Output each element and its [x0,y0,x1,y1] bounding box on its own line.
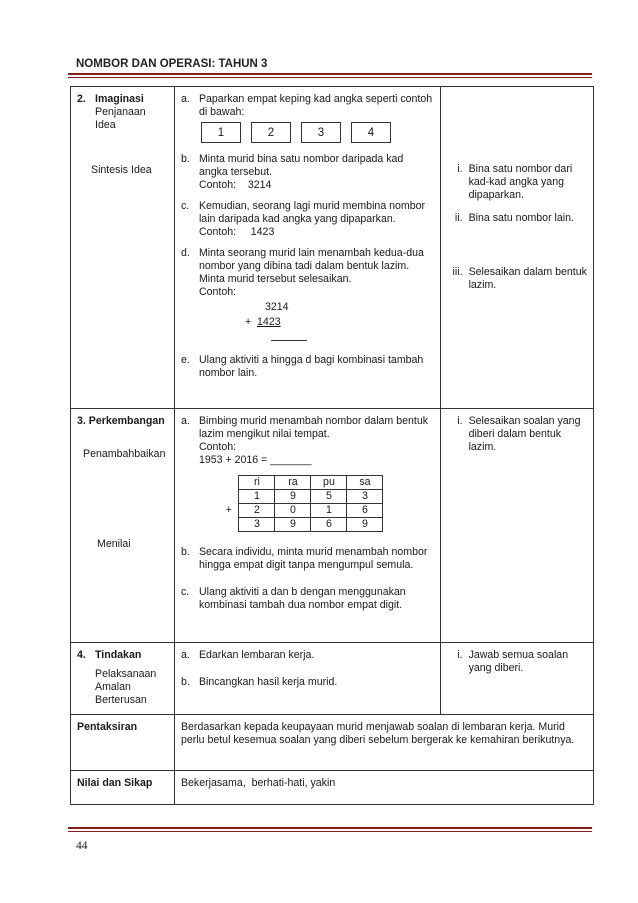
place-value-cell: 5 [311,490,347,504]
activity-item [181,415,434,467]
item-text: Edarkan lembaran kerja. [198,649,315,661]
outcome-cell [440,409,593,643]
step-subtitle: Penjanaan [95,106,146,118]
header-rule [68,73,592,78]
item-text: Bimbing murid menambah nombor dalam bentuk lazim mengikut nilai tempat. [198,415,429,440]
activity-item [181,153,434,192]
item-label: b. [180,153,190,165]
number-cards [201,122,434,143]
example-text: Contoh: 1423 [198,226,275,238]
place-value-cell: 6 [347,504,383,518]
activity-cell [174,643,440,715]
example-text: Contoh: [198,441,237,453]
content-cell [174,771,593,805]
step-subtitle: Penambahbaikan [83,448,166,460]
outcome-item [447,163,587,202]
assessment-text: Berdasarkan kepada keupayaan murid menjawab soalan di lembaran kerja. Murid perlu betul kesemua soalan yang diberi sebelum bergerak ke kemahiran berikutnya. [180,721,575,746]
step-cell [71,409,175,643]
table-row [71,715,594,771]
step-number: 2. [77,93,86,105]
content-cell [174,715,593,771]
example-text: Contoh: 3214 [198,179,272,191]
item-label: c. [180,200,190,212]
number-card: 1 [201,122,241,143]
item-label: b. [180,676,190,688]
row-title: Pentaksiran [77,721,138,733]
page-number: 44 [76,840,88,852]
outcome-cell [440,643,593,715]
activity-cell [174,409,440,643]
item-text: Bincangkan hasil kerja murid. [198,676,338,688]
item-text: Minta seorang murid lain menambah kedua-dua nombor yang dibina tadi dalam bentuk lazim. Minta murid tersebut selesaikan. [198,247,424,285]
step-subtitle: Idea [95,119,116,131]
place-value-table [219,475,384,532]
item-text: Kemudian, seorang lagi murid membina nombor lain daripada kad angka yang dipaparkan. [198,200,426,225]
activity-item [181,546,434,572]
step-title: 3. Perkembangan [77,415,165,427]
place-value-cell: 6 [311,518,347,532]
label-cell [71,715,175,771]
place-value-cell: 9 [275,490,311,504]
place-value-header: ri [239,476,275,490]
item-label: iii. [452,266,463,278]
place-value-cell: 2 [239,504,275,518]
step-subtitle: Sintesis Idea [91,164,152,176]
place-value-cell: 9 [347,518,383,532]
place-value-cell: 1 [239,490,275,504]
place-value-header: sa [347,476,383,490]
item-label: i. [457,649,463,661]
item-text: Selesaikan soalan yang diberi dalam bentuk lazim. [468,415,581,453]
item-label: ii. [454,212,463,224]
sum-number: 3214 [264,301,289,313]
item-label: b. [180,546,190,558]
activity-item [181,93,434,119]
step-subtitle: Menilai [97,538,131,550]
activity-item [181,354,434,380]
sum-answer-line [271,340,307,346]
item-text: Paparkan empat keping kad angka seperti contoh di bawah: [198,93,433,118]
activity-item [181,200,434,239]
item-label: a. [180,93,190,105]
place-value-cell: 3 [239,518,275,532]
item-text: Bina satu nombor dari kad-kad angka yang dipaparkan. [468,163,573,201]
step-subtitle: Berterusan [95,694,147,706]
item-text: Secara individu, minta murid menambah nombor hingga empat digit tanpa mengumpul semula. [198,546,428,571]
sum-addend [199,316,434,329]
footer-rule [68,827,592,832]
activity-item [181,586,434,612]
item-label: i. [457,163,463,175]
equation-text: 1953 + 2016 = _______ [198,454,312,466]
table-row [71,409,594,643]
item-text: Ulang aktiviti a dan b dengan menggunakan kombinasi tambah dua nombor empat digit. [198,586,406,611]
place-value-cell: 3 [347,490,383,504]
step-number: 4. [77,649,86,661]
outcome-item [447,212,587,225]
item-label: c. [180,586,190,598]
table-row [71,87,594,409]
lesson-plan-table [70,86,594,805]
item-label: d. [180,247,190,259]
number-card: 3 [301,122,341,143]
step-subtitle: Amalan [95,681,131,693]
item-label: e. [180,354,190,366]
step-title: Tindakan [95,649,142,661]
table-row [71,643,594,715]
step-cell [71,643,175,715]
item-label: a. [180,415,190,427]
item-text: Ulang aktiviti a hingga d bagi kombinasi tambah nombor lain. [198,354,424,379]
place-value-header: ra [275,476,311,490]
activity-item [181,676,434,689]
sum-number: 1423 [257,316,281,328]
step-title: Imaginasi [95,93,144,105]
activity-cell [174,87,440,409]
outcome-cell [440,87,593,409]
plus-sign: + [244,316,252,328]
activity-item [181,247,434,346]
outcome-item [447,649,587,675]
outcome-item [447,415,587,454]
item-label: a. [180,649,190,661]
activity-item [181,649,434,662]
label-cell [71,771,175,805]
place-value-cell: 1 [311,504,347,518]
item-label: i. [457,415,463,427]
item-text: Minta murid bina satu nombor daripada kad angka tersebut. [198,153,404,178]
number-card: 4 [351,122,391,143]
place-value-cell: 9 [275,518,311,532]
number-card: 2 [251,122,291,143]
place-value-header: pu [311,476,347,490]
outcome-item [447,266,587,292]
item-text: Jawab semua soalan yang diberi. [468,649,569,674]
step-subtitle: Pelaksanaan [95,668,157,680]
place-value-cell: 0 [275,504,311,518]
step-cell [71,87,175,409]
row-title: Nilai dan Sikap [77,777,153,789]
values-text: Bekerjasama, berhati-hati, yakin [180,777,336,789]
item-text: Selesaikan dalam bentuk lazim. [468,266,587,291]
item-text: Bina satu nombor lain. [468,212,574,224]
example-text: Contoh: [198,286,237,298]
page-header-title: NOMBOR DAN OPERASI: TAHUN 3 [76,58,268,70]
plus-sign: + [225,504,232,516]
table-row [71,771,594,805]
